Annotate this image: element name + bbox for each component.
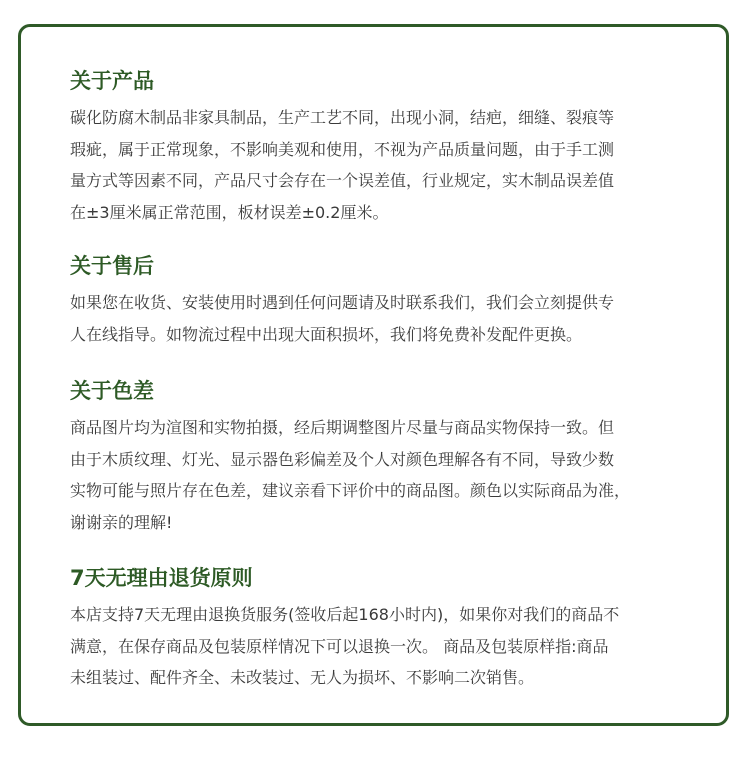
- section-heading: 关于色差: [70, 379, 154, 403]
- section-body: [70, 102, 700, 228]
- text-line: 实物可能与照片存在色差，建议亲看下评价中的商品图。颜色以实际商品为准，: [70, 481, 631, 500]
- text-line: 谢谢亲的理解!: [70, 512, 173, 532]
- section-heading: 关于产品: [70, 69, 154, 93]
- text-line: 量方式等因素不同，产品尺寸会存在一个误差值，行业规定，实木制品误差值: [70, 171, 615, 190]
- section-after-sales: [70, 252, 700, 350]
- section-body: [70, 599, 700, 694]
- text-line: 如果您在收货、安装使用时遇到任何问题请及时联系我们，我们会立刻提供专: [70, 293, 615, 312]
- text-line: 商品图片均为渲图和实物拍摄，经后期调整图片尽量与商品实物保持一致。但: [70, 418, 615, 437]
- info-card: [18, 24, 729, 726]
- section-return-policy: [70, 564, 700, 694]
- text-line: 由于木质纹理、灯光、显示器色彩偏差及个人对颜色理解各有不同，导致少数: [70, 449, 615, 469]
- text-line: 本店支持7天无理由退换货服务(签收后起168小时内)，如果你对我们的商品不: [70, 605, 620, 624]
- section-color-difference: [70, 377, 700, 538]
- text-line: 在±3厘米属正常范围，板材误差±0.2厘米。: [70, 202, 389, 222]
- section-heading: 关于售后: [70, 254, 154, 278]
- text-line: 瑕疵，属于正常现象，不影响美观和使用，不视为产品质量问题，由于手工测: [70, 139, 615, 159]
- text-line: 满意，在保存商品及包装原样情况下可以退换一次。 商品及包装原样指:商品: [70, 636, 609, 656]
- text-line: 碳化防腐木制品非家具制品，生产工艺不同，出现小洞，结疤，细缝、裂痕等: [70, 108, 615, 127]
- text-line: 未组装过、配件齐全、未改装过、无人为损坏、不影响二次销售。: [70, 668, 535, 687]
- section-body: [70, 412, 700, 538]
- section-body: [70, 287, 700, 350]
- section-about-product: [70, 67, 700, 228]
- text-line: 人在线指导。如物流过程中出现大面积损坏，我们将免费补发配件更换。: [70, 324, 583, 344]
- section-heading: 7天无理由退货原则: [70, 566, 253, 590]
